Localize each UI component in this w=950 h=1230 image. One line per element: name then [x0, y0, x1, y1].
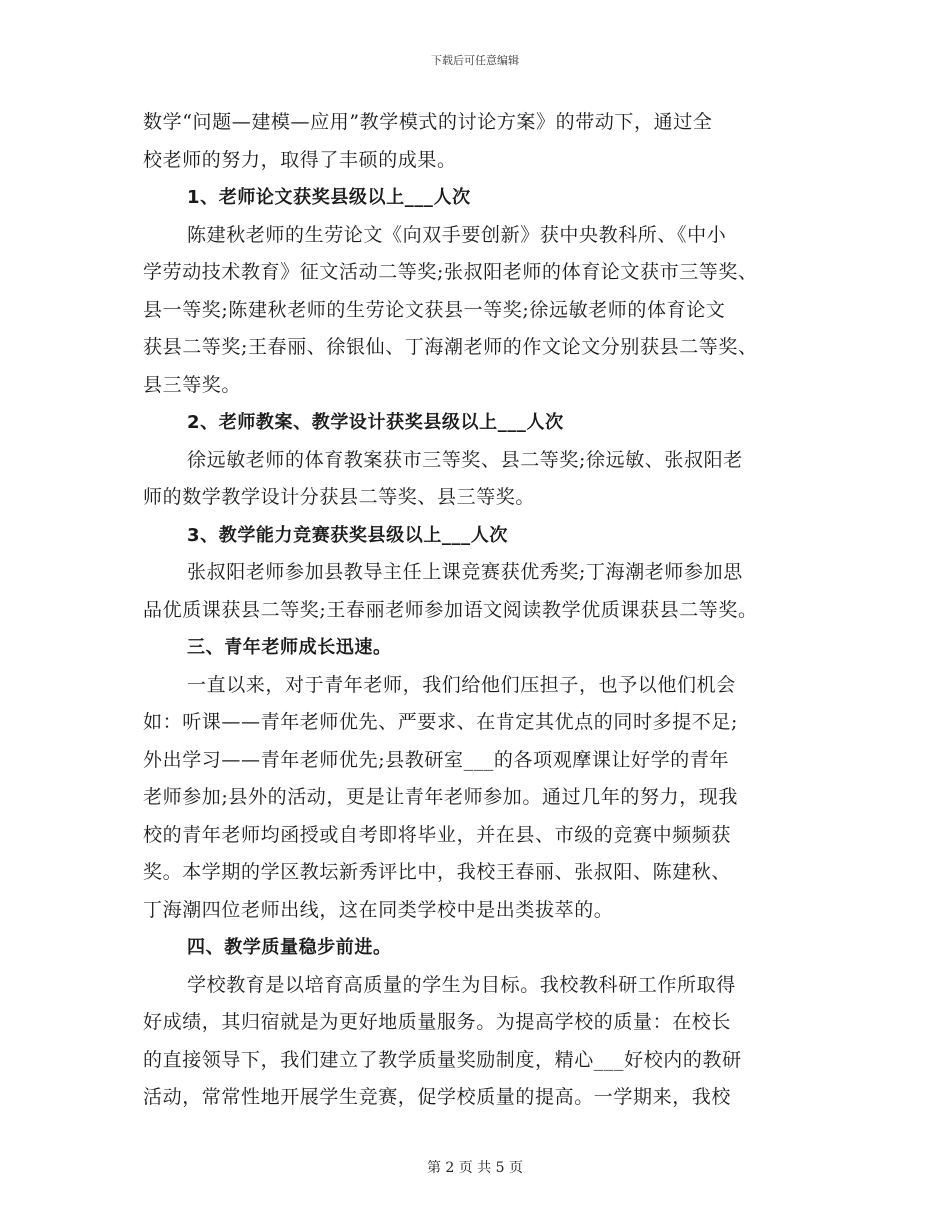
paragraph-line: 县一等奖;陈建秋老师的生劳论文获县一等奖;徐远敏老师的体育论文 [143, 298, 726, 321]
section-heading: 1、老师论文获奖县级以上___人次 [187, 187, 471, 208]
paragraph-line: 师的数学教学设计分获县二等奖、县三等奖。 [143, 486, 536, 508]
paragraph-line: 张叔阳老师参加县教导主任上课竞赛获优秀奖;丁海潮老师参加思 [187, 561, 743, 583]
document-body [143, 104, 813, 1117]
page-number: 第 2 页 共 5 页 [426, 1160, 524, 1176]
paragraph-line: 品优质课获县二等奖;王春丽老师参加语文阅读教学优质课获县二等奖。 [143, 598, 758, 621]
paragraph-line: 如：听课——青年老师优先、严要求、在肯定其优点的同时多提不足; [143, 711, 739, 733]
paragraph-line: 好成绩，其归宿就是为更好地质量服务。为提高学校的质量：在校长 [143, 1011, 732, 1033]
paragraph-line: 学校教育是以培育高质量的学生为目标。我校教科研工作所取得 [187, 973, 736, 996]
section-heading: 三、青年老师成长迅速。 [187, 637, 392, 658]
paragraph-line: 老师参加;县外的活动，更是让青年老师参加。通过几年的努力，现我 [143, 786, 739, 808]
header-note: 下载后可任意编辑 [431, 54, 519, 67]
paragraph-line: 校老师的努力，取得了丰硕的成果。 [143, 148, 457, 171]
paragraph-line: 的直接领导下，我们建立了教学质量奖励制度，精心___好校内的教研 [143, 1048, 742, 1071]
paragraph-line: 徐远敏老师的体育教案获市三等奖、县二等奖;徐远敏、张叔阳老 [187, 448, 743, 471]
paragraph-line: 奖。本学期的学区教坛新秀评比中，我校王春丽、张叔阳、陈建秋、 [143, 861, 732, 883]
paragraph-line: 一直以来，对于青年老师，我们给他们压担子，也予以他们机会 [187, 673, 736, 696]
paragraph-line: 学劳动技术教育》征文活动二等奖;张叔阳老师的体育论文获市三等奖、 [143, 261, 758, 283]
section-heading: 2、老师教案、教学设计获奖县级以上___人次 [187, 412, 564, 433]
paragraph-line: 活动，常常性地开展学生竞赛，促学校质量的提高。一学期来，我校 [143, 1086, 732, 1108]
paragraph-line: 外出学习——青年老师优先;县教研室___的各项观摩课让好学的青年 [143, 748, 730, 771]
paragraph-line: 获县二等奖;王春丽、徐银仙、丁海潮老师的作文论文分别获县二等奖、 [143, 336, 758, 358]
paragraph-line: 校的青年老师均函授或自考即将毕业，并在县、市级的竞赛中频频获 [143, 823, 732, 846]
paragraph-line: 县三等奖。 [143, 373, 242, 396]
section-heading: 四、教学质量稳步前进。 [187, 937, 392, 958]
section-heading: 3、教学能力竞赛获奖县级以上___人次 [187, 524, 508, 546]
paragraph-line: 陈建秋老师的生劳论文《向双手要创新》获中央教科所、《中小 [187, 223, 727, 246]
paragraph-line: 丁海潮四位老师出线，这在同类学校中是出类拔萃的。 [143, 898, 614, 921]
paragraph-line: 数学“问题—建模—应用”教学模式的讨论方案》的带动下，通过全 [143, 111, 713, 133]
